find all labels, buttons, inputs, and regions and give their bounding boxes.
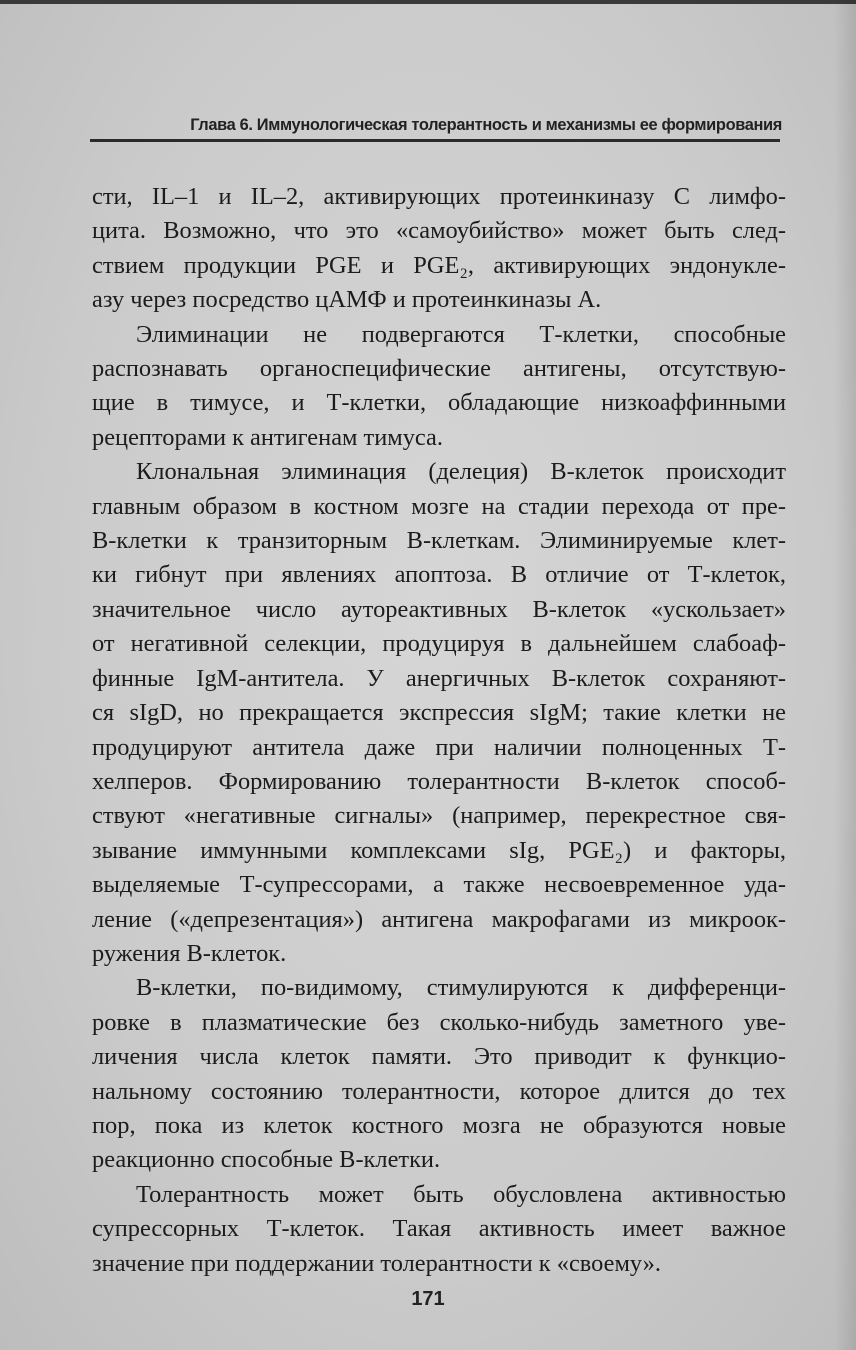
text-line: ки гибнут при явлениях апоптоза. В отличие от Т-клеток, [92,561,786,589]
text-line: зывание иммунными комплексами sIg, PGE₂) и факторы, [92,836,786,864]
text-line: значение при поддержании толерантности к «своему». [92,1249,661,1277]
text-line: Толерантность может быть обусловлена активностью [136,1180,786,1208]
text-line: ся sIgD, но прекращается экспрессия sIgM; такие клетки не [92,699,786,727]
text-line: щие в тимусе, и Т-клетки, обладающие низкоаффинными [92,389,786,417]
text-line: значительное число аутореактивных В-клеток «ускользает» [92,595,786,623]
text-line: ружения В-клеток. [92,939,287,967]
text-line: распознавать органоспецифические антигены, отсутствую- [92,355,786,383]
text-line: личения числа клеток памяти. Это приводит к функцио- [92,1043,786,1071]
text-line: нальному состоянию толерантности, которое длится до тех [92,1077,786,1105]
text-line: ствуют «негативные сигналы» (например, перекрестное свя- [92,802,786,830]
text-line: Клональная элиминация (делеция) В-клеток происходит [136,458,786,486]
text-line: В-клетки к транзиторным В-клеткам. Элиминируемые клет- [92,527,786,555]
body-text [92,180,786,1281]
text-line: супрессорных Т-клеток. Такая активность имеет важное [92,1215,786,1243]
text-line: сти, IL–1 и IL–2, активирующих протеинкиназу С лимфо- [92,183,786,210]
text-line: ствием продукции PGE и PGE₂, активирующих эндонукле- [92,251,786,279]
text-line: цита. Возможно, что это «самоубийство» может быть след- [92,217,786,245]
text-line: главным образом в костном мозге на стадии перехода от пре- [92,492,786,520]
text-line: от негативной селекции, продуцируя в дальнейшем слабоаф- [92,630,786,658]
running-head-rule [90,139,780,142]
running-head: Глава 6. Иммунологическая толерантность и механизмы ее формирования [190,116,782,134]
page-number: 171 [411,1288,445,1310]
page-gutter-shadow [834,0,856,1350]
text-line: азу через посредство цАМФ и протеинкиназы А. [92,286,602,314]
text-line: рецепторами к антигенам тимуса. [92,423,443,451]
text-line: Элиминации не подвергаются Т-клетки, способные [136,320,786,348]
text-line: В-клетки, по-видимому, стимулируются к дифференци- [136,974,786,1002]
text-line: хелперов. Формированию толерантности В-клеток способ- [92,767,786,795]
text-line: выделяемые Т-супрессорами, а также несвоевременное уда- [92,871,786,899]
text-line: финные IgM-антитела. У анергичных В-клеток сохраняют- [92,664,786,692]
scan-top-edge [0,0,856,4]
text-line: продуцируют антитела даже при наличии полноценных Т- [92,733,786,761]
text-line: ровке в плазматические без сколько-нибудь заметного уве- [92,1008,786,1036]
text-line: пор, пока из клеток костного мозга не образуются новые [92,1111,786,1139]
text-line: ление («депрезентация») антигена макрофагами из микроок- [92,905,786,933]
text-line: реакционно способные В-клетки. [92,1146,441,1174]
